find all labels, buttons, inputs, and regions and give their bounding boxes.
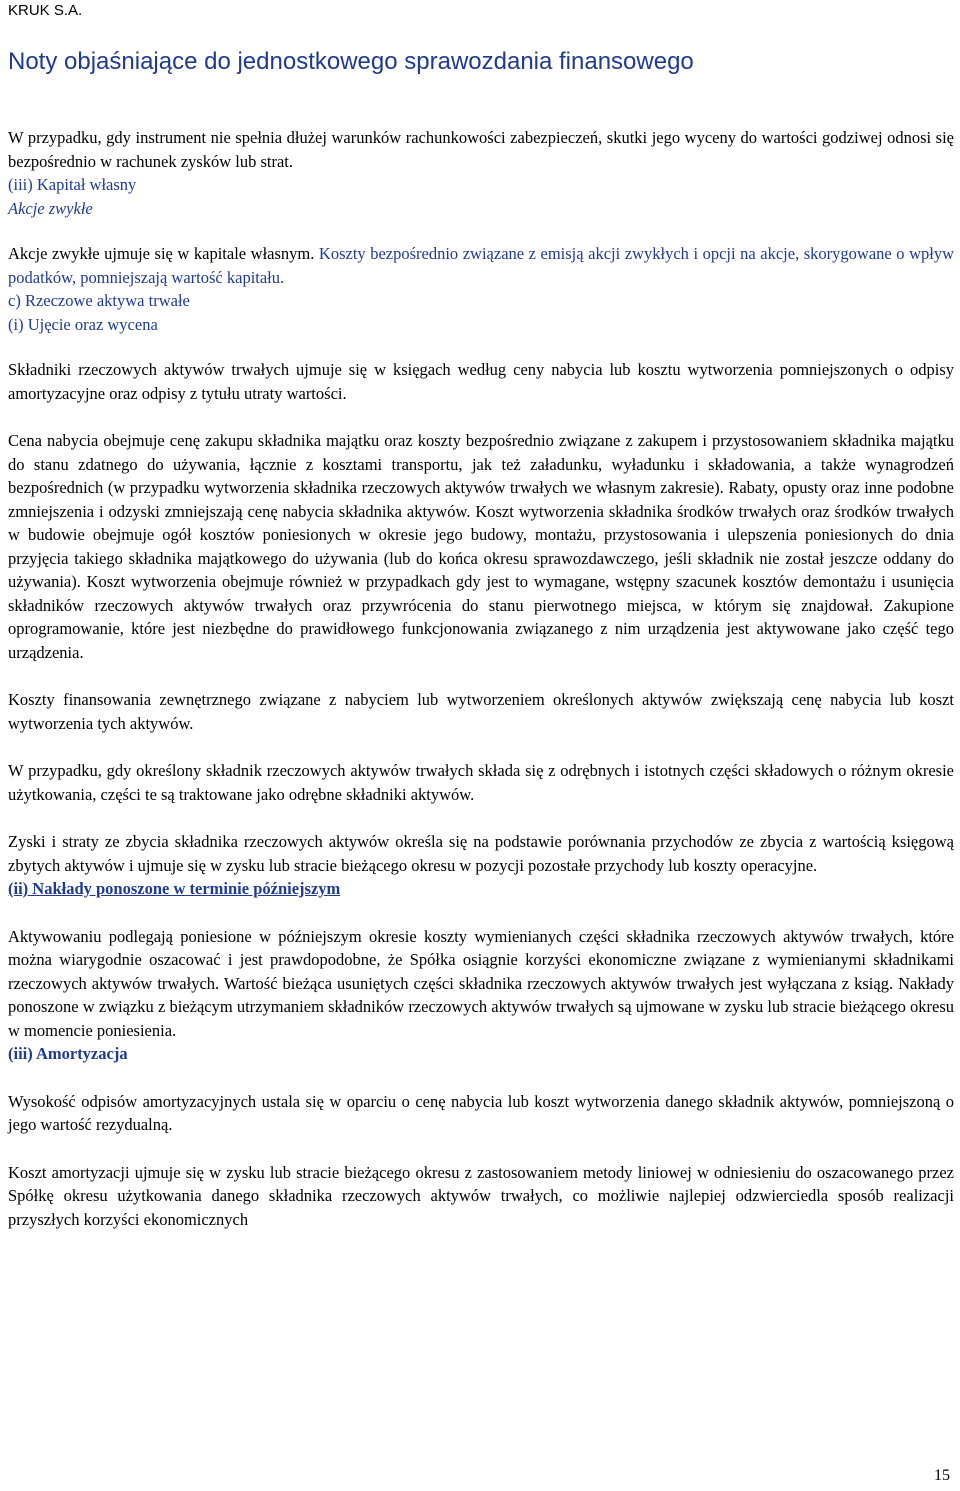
company-name: KRUK S.A. <box>8 2 83 19</box>
paragraph-financing-costs: Koszty finansowania zewnętrznego związane z nabyciem lub wytworzeniem określonych aktywów zwiększają cenę nabycia lub koszt wytworzenia tych aktywów. <box>8 690 954 733</box>
heading-depreciation: (iii) Amortyzacja <box>8 1044 128 1063</box>
paragraph-ordinary-shares <box>8 242 954 289</box>
heading-subsequent-costs: (ii) Nakłady ponoszone w terminie późniejszym <box>8 879 341 898</box>
paragraph-depreciation-method: Koszt amortyzacji ujmuje się w zysku lub stracie bieżącego okresu z zastosowaniem metody liniowej w odniesieniu do oszacowanego przez Spółkę okresu użytkowania danego składnika rzeczowych aktywów trwałych, co możliwie najlepiej odzwierciedla sposób realizacji przyszłych korzyści ekonomicznych <box>8 1162 954 1229</box>
page-number: 15 <box>934 1467 950 1484</box>
paragraph-components: W przypadku, gdy określony składnik rzeczowych aktywów trwałych składa się z odrębnych i istotnych części składowych o różnym okresie użytkowania, części te są traktowane jako odrębne składniki aktywów. <box>8 761 954 804</box>
heading-equity: (iii) Kapitał własny <box>8 175 137 194</box>
paragraph-subsequent-costs: Aktywowaniu podlegają poniesione w późniejszym okresie koszty wymienianych części składnika rzeczowych aktywów trwałych, które można wiarygodnie oszacować i jest prawdopodobne, że Spółka osiągnie korzyści ekonomiczne związane z wymienianymi składnikami rzeczowych aktywów trwałych. Wartość bieżąca usuniętych części składnika rzeczowych aktywów trwałych jest wyłączana z ksiąg. Nakłady ponoszone w związku z bieżącym utrzymaniem składników rzeczowych aktywów trwałych są ujmowane w zysku lub stracie bieżącego okresu w momencie poniesienia. <box>8 926 954 1040</box>
document-body <box>8 126 954 1231</box>
paragraph-acquisition-cost: Cena nabycia obejmuje cenę zakupu składnika majątku oraz koszty bezpośrednio związane z zakupem i przystosowaniem składnika majątku do stanu zdatnego do używania, łącznie z kosztami transportu, jak też załadunku, wyładunku i składowania, a także wynagrodzeń bezpośrednich (w przypadku wytworzenia składnika rzeczowych aktywów trwałych we własnym zakresie). Rabaty, opusty oraz inne podobne zmniejszenia i odzyski zmniejszają cenę nabycia składnika aktywów. Koszt wytworzenia składnika środków trwałych oraz środków trwałych w budowie obejmuje ogół kosztów poniesionych w okresie jego budowy, montażu, przystosowania i ulepszenia poniesionych do dnia przyjęcia takiego składnika majątkowego do używania (lub do końca okresu sprawozdawczego, jeśli składnik nie został jeszcze oddany do używania). Koszt wytworzenia obejmuje również w przypadkach gdy jest to wymagane, wstępny szacunek kosztów demontażu i usunięcia składników rzeczowych aktywów trwałych oraz przywrócenia do stanu pierwotnego miejsca, w którym się znajdował. Zakupione oprogramowanie, które jest niezbędne do prawidłowego funkcjonowania związanego z nim urządzenia jest aktywowane jako część tego urządzenia. <box>8 431 954 662</box>
paragraph-depreciation-amount: Wysokość odpisów amortyzacyjnych ustala się w oparciu o cenę nabycia lub koszt wytworzenia danego składnik aktywów, pomniejszoną o jego wartość rezydualną. <box>8 1091 954 1134</box>
paragraph-ordinary-shares-part2: Koszty bezpośrednio związane z emisją akcji zwykłych i opcji na akcje, skorygowane o wpływ podatków, pomniejszają wartość kapitału. <box>8 244 954 287</box>
heading-recognition-measurement: (i) Ujęcie oraz wycena <box>8 314 158 334</box>
paragraph-hedge-accounting: W przypadku, gdy instrument nie spełnia dłużej warunków rachunkowości zabezpieczeń, skutki jego wyceny do wartości godziwej odnosi się bezpośrednio w rachunek zysków lub strat. <box>8 128 954 171</box>
subheading-ordinary-shares: Akcje zwykłe <box>8 198 93 218</box>
page-title: Noty objaśniające do jednostkowego sprawozdania finansowego <box>8 48 694 75</box>
heading-fixed-assets: c) Rzeczowe aktywa trwałe <box>8 291 190 310</box>
paragraph-fixed-assets-recognition: Składniki rzeczowych aktywów trwałych ujmuje się w księgach według ceny nabycia lub kosztu wytworzenia pomniejszonych o odpisy amortyzacyjne oraz odpisy z tytułu utraty wartości. <box>8 360 954 403</box>
paragraph-ordinary-shares-part1: Akcje zwykłe ujmuje się w kapitale własnym. <box>8 244 315 263</box>
paragraph-gains-losses: Zyski i straty ze zbycia składnika rzeczowych aktywów określa się na podstawie porównania przychodów ze zbycia z wartością księgową zbytych aktywów i ujmuje się w zysku lub stracie bieżącego okresu w pozycji pozostałe przychody lub koszty operacyjne. <box>8 832 954 875</box>
